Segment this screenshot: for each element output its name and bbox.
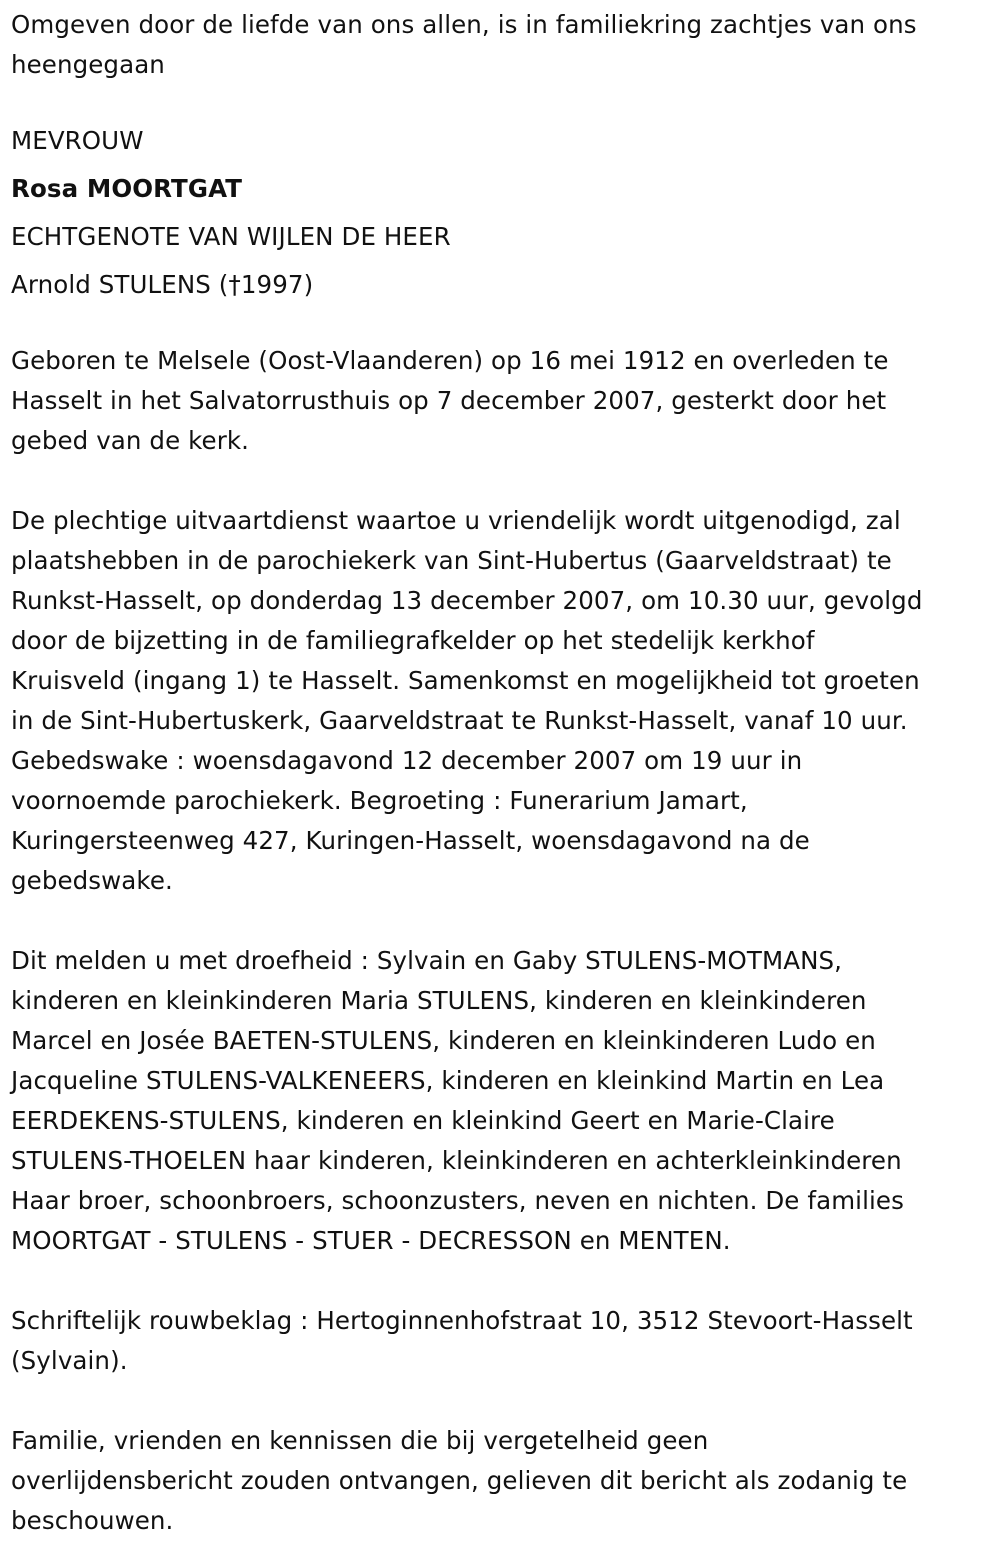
spacer [11, 1381, 990, 1421]
deceased-name: Rosa MOORTGAT [11, 174, 243, 203]
relation-text: ECHTGENOTE VAN WIJLEN DE HEER [11, 222, 451, 251]
closing-text: Familie, vrienden en kennissen die bij vergetelheid geen overlijdensbericht zouden ontvangen, gelieven dit bericht als zodanig te beschouwen. [11, 1426, 908, 1535]
spacer [11, 85, 990, 117]
title-text: MEVROUW [11, 126, 144, 155]
spacer [11, 309, 990, 341]
spacer [11, 1261, 990, 1301]
spouse-text: Arnold STULENS (†1997) [11, 270, 314, 299]
birth-death-text: Geboren te Melsele (Oost-Vlaanderen) op 16 mei 1912 en overleden te Hasselt in het Salvatorrusthuis op 7 december 2007, gesterkt door het gebed van de kerk. [11, 346, 889, 455]
family-text: Dit melden u met droefheid : Sylvain en Gaby STULENS-MOTMANS, kinderen en kleinkinderen Maria STULENS, kinderen en kleinkinderen Marcel en Josée BAETEN-STULENS, kinderen en kleinkinderen Ludo en Jacqueline STULENS-VALKENEERS, kinderen en kleinkind Martin en Lea EERDEKENS-STULENS, kinderen en kleinkind Geert en Marie-Claire STULENS-THOELEN haar kinderen, kleinkinderen en achterkleinkinderen Haar broer, schoonbroers, schoonzusters, neven en nichten. De families MOORTGAT - STULENS - STUER - DECRESSON en MENTEN. [11, 946, 904, 1255]
spacer [11, 461, 990, 501]
intro-text: Omgeven door de liefde van ons allen, is in familiekring zachtjes van ons heengegaan [11, 10, 917, 79]
condolences-text: Schriftelijk rouwbeklag : Hertoginnenhofstraat 10, 3512 Stevoort-Hasselt (Sylvain). [11, 1306, 913, 1375]
spacer [11, 901, 990, 941]
funeral-text: De plechtige uitvaartdienst waartoe u vriendelijk wordt uitgenodigd, zal plaatshebben in de parochiekerk van Sint-Hubertus (Gaarveldstraat) te Runkst-Hasselt, op donderdag 13 december 2007, om 10.30 uur, gevolgd door de bijzetting in de familiegrafkelder op het stedelijk kerkhof Kruisveld (ingang 1) te Hasselt. Samenkomst en mogelijkheid tot groeten in de Sint-Hubertuskerk, Gaarveldstraat te Runkst-Hasselt, vanaf 10 uur. Gebedswake : woensdagavond 12 december 2007 om 19 uur in voornoemde parochiekerk. Begroeting : Funerarium Jamart, Kuringersteenweg 427, Kuringen-Hasselt, woensdagavond na de gebedswake. [11, 506, 923, 895]
